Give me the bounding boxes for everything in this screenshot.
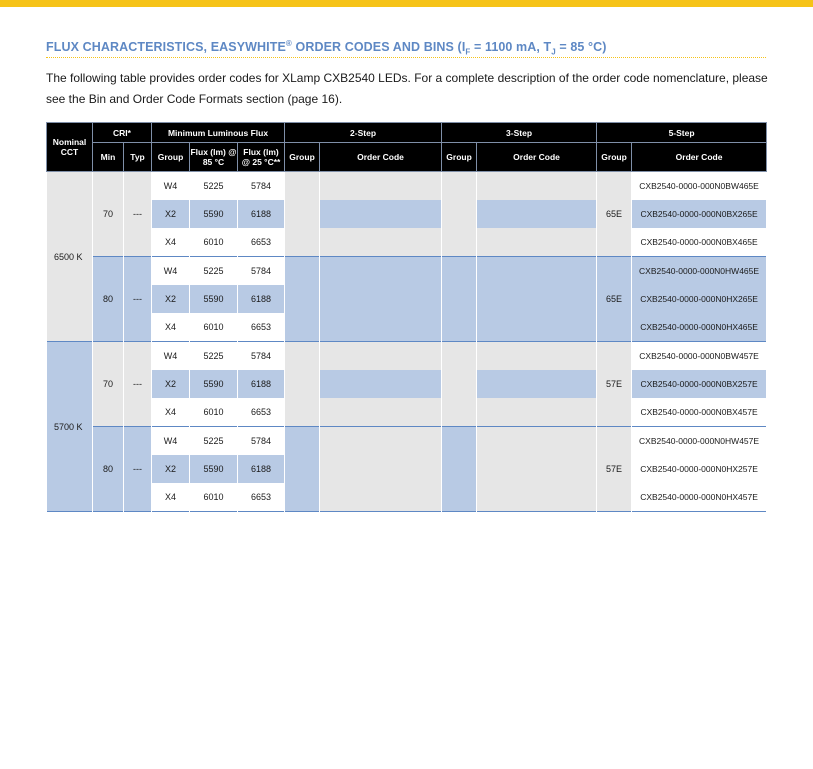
cri-min-cell: 80 bbox=[93, 427, 124, 512]
flux-group-cell: X2 bbox=[152, 285, 190, 313]
step2-code-cell bbox=[320, 200, 442, 228]
flux-25-cell: 6188 bbox=[238, 285, 285, 313]
cri-typ-cell: --- bbox=[124, 427, 152, 512]
step5-group-cell: 57E bbox=[597, 427, 632, 512]
flux-group-cell: W4 bbox=[152, 342, 190, 371]
table-row bbox=[47, 313, 767, 342]
order-code-cell: CXB2540-0000-000N0BW457E bbox=[632, 342, 767, 371]
cri-typ-cell: --- bbox=[124, 257, 152, 342]
table-row bbox=[47, 370, 767, 398]
section-title: FLUX CHARACTERISTICS, EASYWHITE® ORDER CODES AND BINS ($I_F = 1100$ mA, $T_J = 85$ °C) bbox=[46, 39, 607, 57]
step2-group-cell bbox=[285, 172, 320, 257]
cri-min-cell: 70 bbox=[93, 172, 124, 257]
cct-cell: 5700 K bbox=[47, 342, 93, 512]
flux-group-cell: X2 bbox=[152, 370, 190, 398]
step3-group-cell bbox=[442, 342, 477, 427]
step3-code-cell bbox=[477, 228, 597, 257]
step2-code-cell bbox=[320, 172, 442, 201]
step2-code-cell bbox=[320, 342, 442, 371]
step3-code-cell bbox=[477, 313, 597, 342]
step3-code-cell bbox=[477, 342, 597, 371]
flux-85-cell: 5225 bbox=[190, 257, 238, 286]
step2-group-cell bbox=[285, 427, 320, 512]
flux-25-cell: 6653 bbox=[238, 483, 285, 512]
header-3step-group: Group bbox=[442, 143, 477, 172]
step3-code-cell bbox=[477, 200, 597, 228]
step3-code-cell bbox=[477, 427, 597, 456]
table-row bbox=[47, 200, 767, 228]
title-divider bbox=[46, 57, 766, 58]
flux-group-cell: X4 bbox=[152, 313, 190, 342]
table-row bbox=[47, 427, 767, 456]
step2-code-cell bbox=[320, 370, 442, 398]
header-5step-group: Group bbox=[597, 143, 632, 172]
flux-group-cell: W4 bbox=[152, 427, 190, 456]
cri-min-cell: 70 bbox=[93, 342, 124, 427]
step3-code-cell bbox=[477, 455, 597, 483]
intro-paragraph: The following table provides order codes for XLamp CXB2540 LEDs. For a complete description of the order code nomenclature, please see the Bin and Order Code Formats section (page 16). bbox=[46, 71, 768, 106]
header-3-step: 3-Step bbox=[442, 123, 597, 143]
flux-group-cell: W4 bbox=[152, 172, 190, 201]
header-nominal-cct: Nominal CCT bbox=[47, 123, 93, 172]
flux-25-cell: 5784 bbox=[238, 427, 285, 456]
flux-group-cell: X2 bbox=[152, 200, 190, 228]
cri-typ-cell: --- bbox=[124, 172, 152, 257]
step5-group-cell: 57E bbox=[597, 342, 632, 427]
order-code-cell: CXB2540-0000-000N0BX457E bbox=[632, 398, 767, 427]
header-flux-group: Group bbox=[152, 143, 190, 172]
order-code-cell: CXB2540-0000-000N0HW465E bbox=[632, 257, 767, 286]
step5-group-cell: 65E bbox=[597, 257, 632, 342]
top-accent-bar bbox=[0, 0, 813, 7]
order-code-cell: CXB2540-0000-000N0HX457E bbox=[632, 483, 767, 512]
header-3step-order-code: Order Code bbox=[477, 143, 597, 172]
flux-85-cell: 5590 bbox=[190, 285, 238, 313]
table-row bbox=[47, 257, 767, 286]
order-code-cell: CXB2540-0000-000N0HX257E bbox=[632, 455, 767, 483]
table-row bbox=[47, 285, 767, 313]
flux-group-cell: W4 bbox=[152, 257, 190, 286]
step2-group-cell bbox=[285, 342, 320, 427]
step2-code-cell bbox=[320, 455, 442, 483]
step2-code-cell bbox=[320, 398, 442, 427]
step2-code-cell bbox=[320, 285, 442, 313]
step3-code-cell bbox=[477, 370, 597, 398]
flux-25-cell: 6653 bbox=[238, 398, 285, 427]
step3-code-cell bbox=[477, 172, 597, 201]
flux-group-cell: X2 bbox=[152, 455, 190, 483]
flux-85-cell: 5225 bbox=[190, 172, 238, 201]
flux-group-cell: X4 bbox=[152, 228, 190, 257]
flux-85-cell: 6010 bbox=[190, 228, 238, 257]
flux-85-cell: 6010 bbox=[190, 313, 238, 342]
header-flux-85c: Flux (lm) @ 85 °C bbox=[190, 143, 238, 172]
step3-code-cell bbox=[477, 483, 597, 512]
step3-code-cell bbox=[477, 257, 597, 286]
step5-group-cell: 65E bbox=[597, 172, 632, 257]
table-row bbox=[47, 483, 767, 512]
header-2step-group: Group bbox=[285, 143, 320, 172]
flux-25-cell: 6653 bbox=[238, 313, 285, 342]
flux-25-cell: 6188 bbox=[238, 455, 285, 483]
step3-code-cell bbox=[477, 285, 597, 313]
header-2step-order-code: Order Code bbox=[320, 143, 442, 172]
table-row bbox=[47, 342, 767, 371]
step2-code-cell bbox=[320, 483, 442, 512]
cri-typ-cell: --- bbox=[124, 342, 152, 427]
flux-85-cell: 5225 bbox=[190, 427, 238, 456]
order-codes-table bbox=[46, 122, 767, 512]
flux-25-cell: 6188 bbox=[238, 370, 285, 398]
order-code-cell: CXB2540-0000-000N0HW457E bbox=[632, 427, 767, 456]
flux-85-cell: 5225 bbox=[190, 342, 238, 371]
step2-code-cell bbox=[320, 257, 442, 286]
table-row bbox=[47, 228, 767, 257]
header-flux-25c: Flux (lm) @ 25 °C** bbox=[238, 143, 285, 172]
flux-group-cell: X4 bbox=[152, 398, 190, 427]
flux-25-cell: 5784 bbox=[238, 342, 285, 371]
cri-min-cell: 80 bbox=[93, 257, 124, 342]
cct-cell: 6500 K bbox=[47, 172, 93, 342]
table-row bbox=[47, 455, 767, 483]
order-code-cell: CXB2540-0000-000N0BX265E bbox=[632, 200, 767, 228]
header-cri-typ: Typ bbox=[124, 143, 152, 172]
flux-25-cell: 6188 bbox=[238, 200, 285, 228]
step2-code-cell bbox=[320, 427, 442, 456]
flux-85-cell: 5590 bbox=[190, 200, 238, 228]
step2-code-cell bbox=[320, 313, 442, 342]
flux-group-cell: X4 bbox=[152, 483, 190, 512]
flux-85-cell: 6010 bbox=[190, 398, 238, 427]
order-code-cell: CXB2540-0000-000N0HX265E bbox=[632, 285, 767, 313]
order-code-cell: CXB2540-0000-000N0HX465E bbox=[632, 313, 767, 342]
flux-85-cell: 5590 bbox=[190, 370, 238, 398]
header-cri-min: Min bbox=[93, 143, 124, 172]
header-5step-order-code: Order Code bbox=[632, 143, 767, 172]
flux-85-cell: 6010 bbox=[190, 483, 238, 512]
flux-25-cell: 6653 bbox=[238, 228, 285, 257]
order-code-cell: CXB2540-0000-000N0BW465E bbox=[632, 172, 767, 201]
table-row bbox=[47, 398, 767, 427]
header-cri: CRI* bbox=[93, 123, 152, 143]
step2-code-cell bbox=[320, 228, 442, 257]
header-min-luminous-flux: Minimum Luminous Flux bbox=[152, 123, 285, 143]
flux-25-cell: 5784 bbox=[238, 172, 285, 201]
flux-25-cell: 5784 bbox=[238, 257, 285, 286]
flux-85-cell: 5590 bbox=[190, 455, 238, 483]
header-2-step: 2-Step bbox=[285, 123, 442, 143]
step3-code-cell bbox=[477, 398, 597, 427]
step3-group-cell bbox=[442, 427, 477, 512]
order-code-cell: CXB2540-0000-000N0BX465E bbox=[632, 228, 767, 257]
step3-group-cell bbox=[442, 172, 477, 257]
header-5-step: 5-Step bbox=[597, 123, 767, 143]
step2-group-cell bbox=[285, 257, 320, 342]
table-row bbox=[47, 172, 767, 201]
step3-group-cell bbox=[442, 257, 477, 342]
order-code-cell: CXB2540-0000-000N0BX257E bbox=[632, 370, 767, 398]
